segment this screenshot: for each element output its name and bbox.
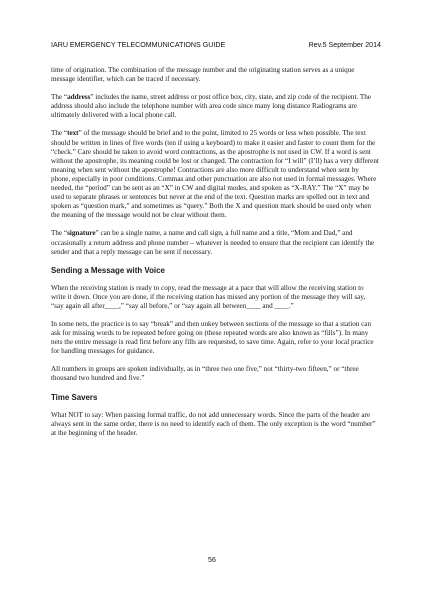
term-address: address [67,93,91,102]
paragraph-signature-pre: The “ [51,229,68,238]
header-revision: Rev.5 September 2014 [308,41,381,49]
page-content [51,66,379,447]
heading-voice: Sending a Message with Voice [51,265,165,275]
page-number: 56 [208,556,216,564]
paragraph-address-body: ” includes the name, street address or post office box, city, state, and zip code of the recipient. The address should also include the telephone number with area code since many long distance Radiograms are ultimately delivered with a local phone call. [51,93,371,120]
paragraph-text-pre: The “ [51,129,68,138]
page-header [51,41,381,49]
paragraph-signature [51,229,379,256]
paragraph-voice-numbers: All numbers in groups are spoken individually, as in “three two one five,” not “thirty-two fifteen,” or “three thousand two hundred and five.” [51,365,359,383]
paragraph-voice-pace: When the receiving station is ready to copy, read the message at a pace that will allow the receiving station to write it down. Once you are done, if the receiving station has missed any portion of the message they will say, “say again all after____,” “say all before,” or “say again all between____ and ____.” [51,283,366,310]
paragraph-address [51,93,379,120]
term-signature: signature [67,229,96,238]
paragraph-text-body: ” of the message should be brief and to the point, limited to 25 words or less when possible. The text should be written in lines of five words (ten if using a keyboard) to make it easier and faster to count them for the “check.” Care should be taken to avoid word contractions, as the apostrophe is not used in CW. If a word is sent without the apostrophe, its meaning could be lost or changed. The contraction for “I will” (I’ll) has a very different meaning when sent without the apostrophe! Contractions are also more difficult to understand when sent by phone, especially in poor conditions. Commas and other punctuation are also not used in formal messages. Where needed, the “period” can be sent as an “X” in CW and digital modes, and spoken as “X-RAY.” The “X” may be used to separate phrases or sentences but never at the end of the text. Question marks are spelled out in text and spoken as “question mark,” and sometimes as “query.” Both the X and question mark should be used only when the meaning of the message would not be clear without them. [51,129,379,220]
paragraph-voice-break: In some nets, the practice is to say “break” and then unkey between sections of the message so that a station can ask for missing words to be repeated before going on (these repeated words are also known as “fills”). In many nets the entire message is read first before any fills are requested, to save time. Again, refer to your local practice for handling messages for guidance. [51,319,374,356]
paragraph-time-savers: What NOT to say: When passing formal traffic, do not add unnecessary words. Since the parts of the header are always sent in the same order, there is no need to identify each of them. The only exception is the word “number” at the beginning of the header. [51,410,376,437]
term-text: text [67,129,79,138]
paragraph-signature-body: ” can be a single name, a name and call sign, a full name and a title, “Mom and Dad,” and occasionally a return address and phone number – whatever is needed to ensure that the recipient can identify the sender and that a reply message can be sent if necessary. [51,229,375,256]
paragraph-origination: time of origination. The combination of the message number and the originating station serves as a unique message identifier, which can be traced if necessary. [51,66,355,84]
heading-time-savers: Time Savers [51,392,98,402]
paragraph-address-pre: The “ [51,93,68,102]
header-title: IARU EMERGENCY TELECOMMUNICATIONS GUIDE [51,41,226,49]
paragraph-text [51,129,379,220]
